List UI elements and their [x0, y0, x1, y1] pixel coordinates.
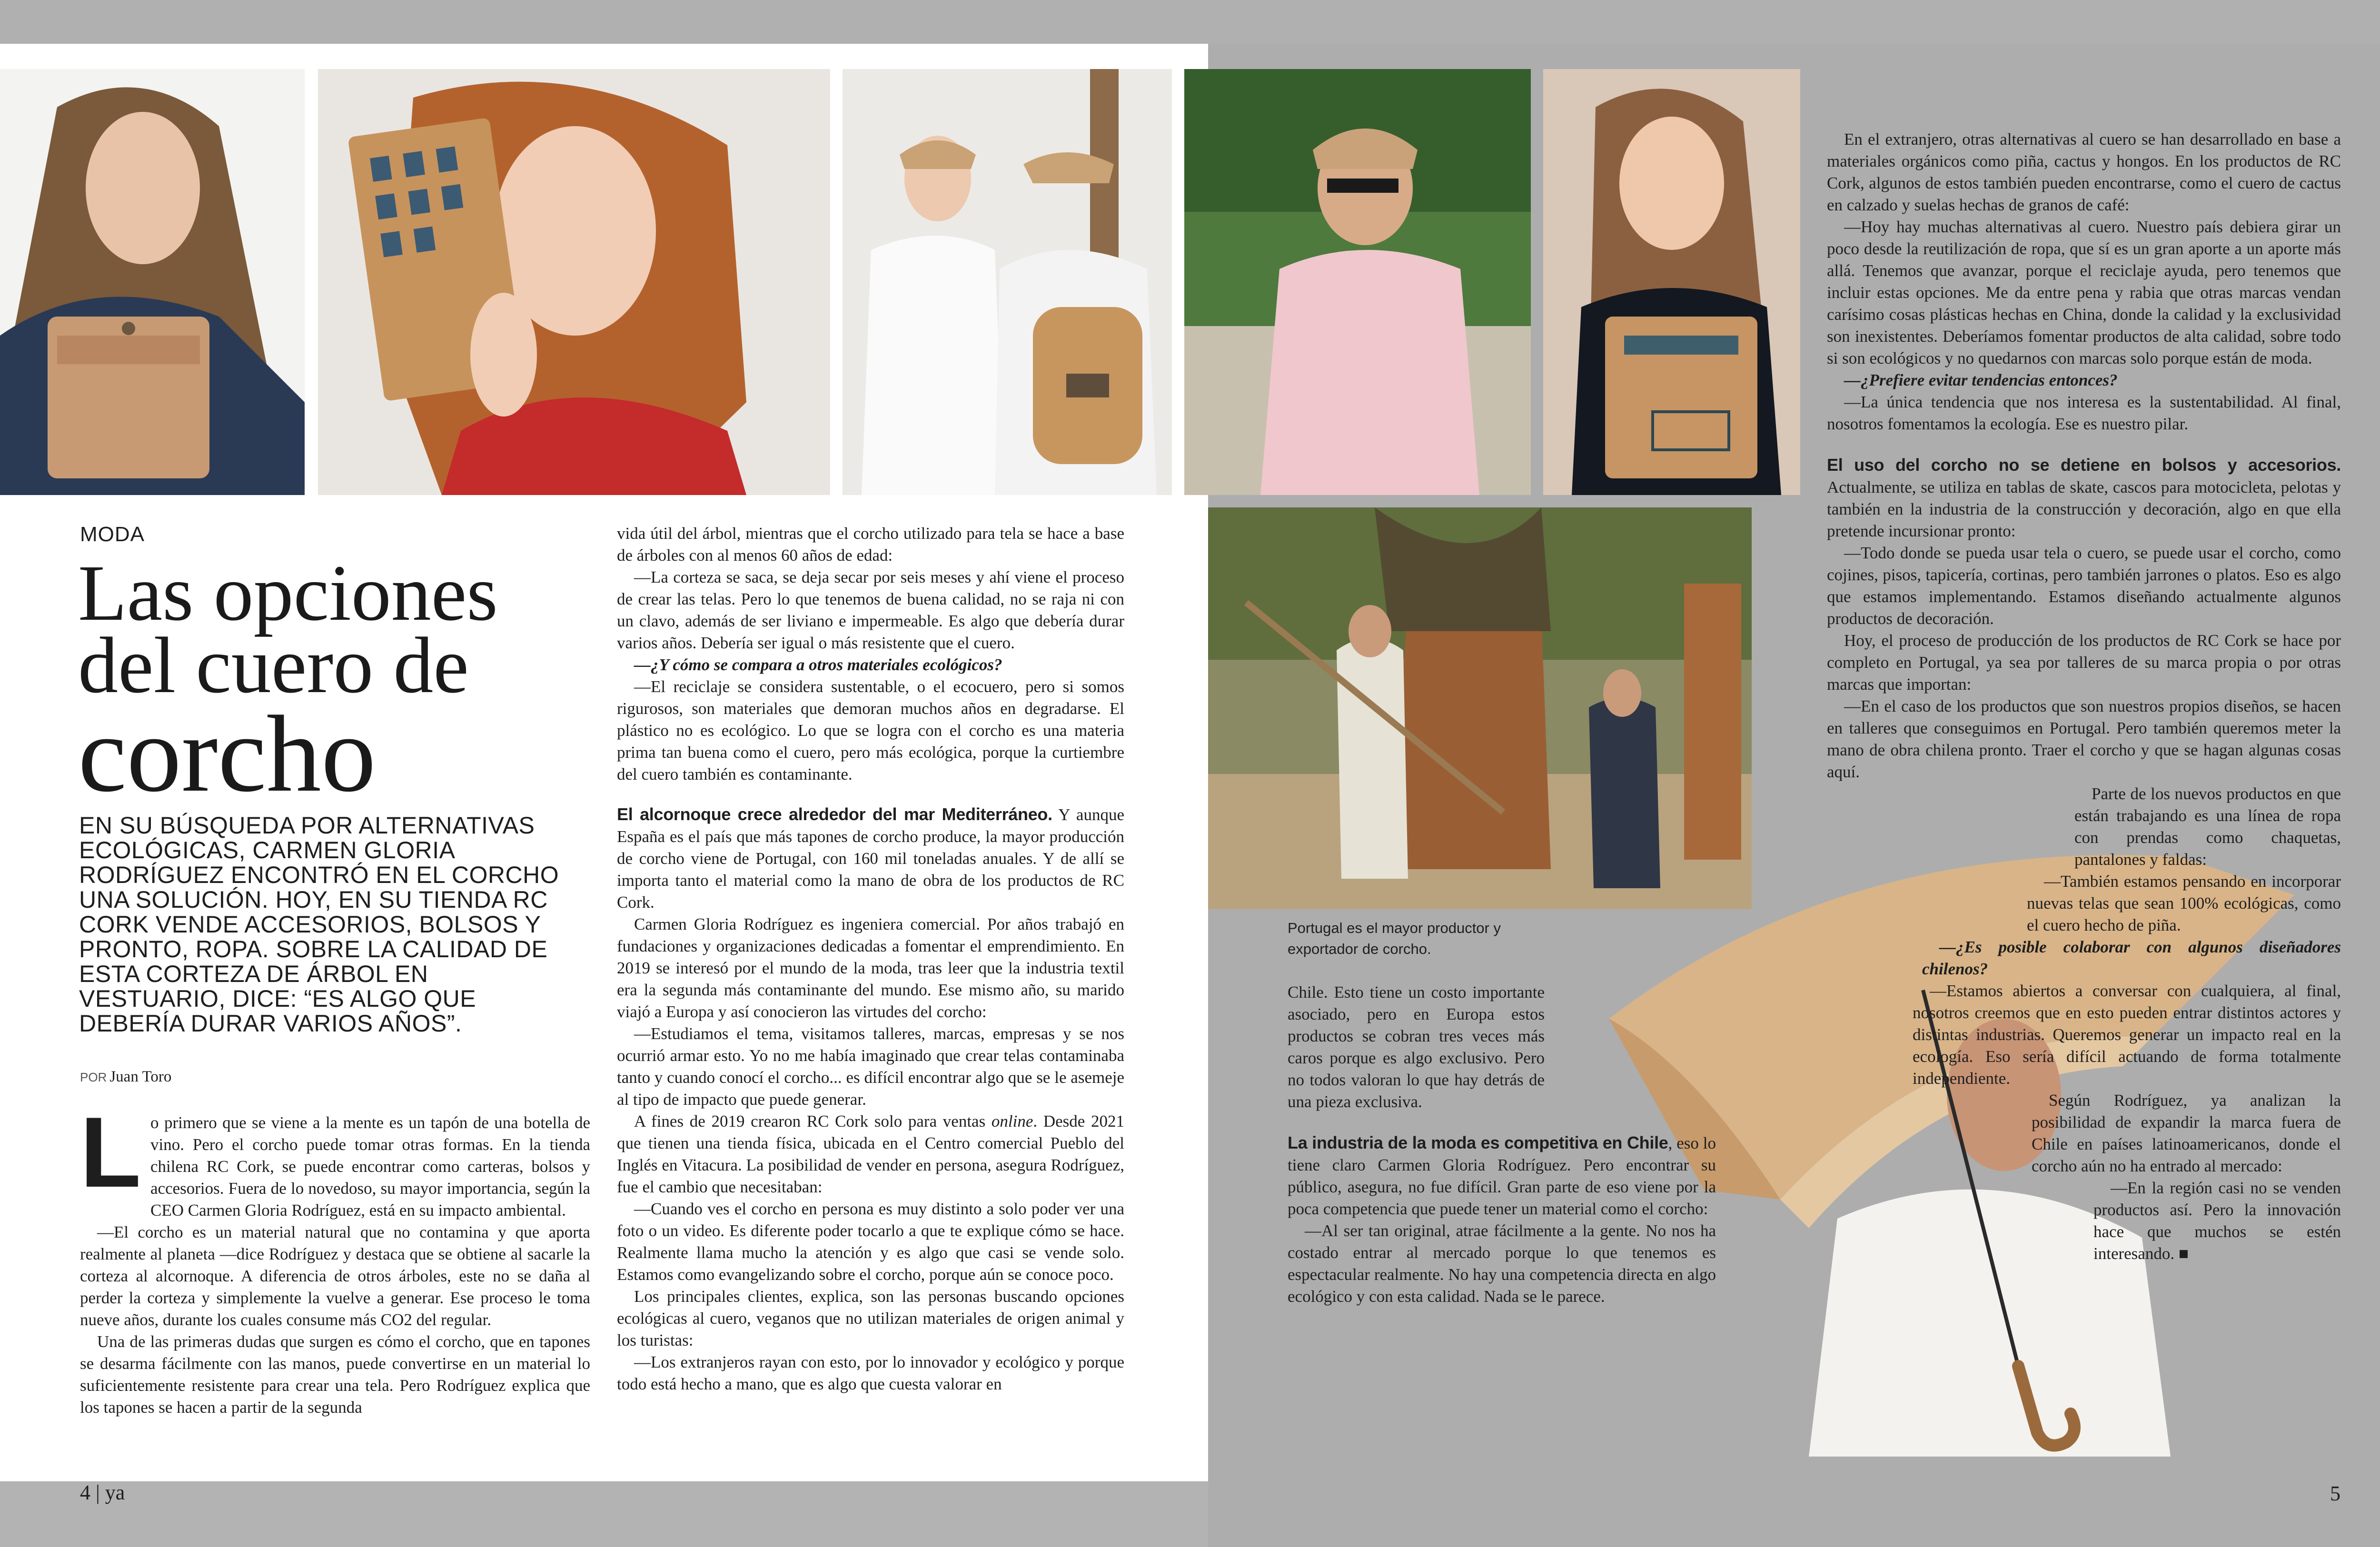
title-line-3: corcho [78, 693, 376, 814]
col2-paragraph-7 [617, 1111, 1124, 1198]
drop-cap: L [80, 1096, 141, 1208]
col2-p7-online: online [991, 1112, 1033, 1130]
col2-subhead-1-text: Y aunque España es el país que más tapones de corcho produce, la mayor producción de corcho viene de Portugal, con 160 mil toneladas anuales. Y de allí se importa tanto el material como la mano de obra de los productos de RC Cork. [617, 805, 1124, 912]
col4-paragraph-4 [1827, 454, 2341, 542]
title-line-1: Las opciones [78, 549, 498, 637]
col2-p7-a: A fines de 2019 crearon RC Cork solo para ventas [634, 1112, 992, 1130]
col2-paragraph-2: —La corteza se saca, se deja secar por seis meses y ahí viene el proceso de crear las telas. Pero lo que tenemos de buena calidad, no se raja ni con un clavo, además de ser liviano e impermeable. Es algo que debería durar varios años. Debería ser igual o más resistente que el cuero. [617, 568, 1124, 652]
col4-paragraph-11: Según Rodríguez, ya analizan la posibilidad de expandir la marca fuera de Chile en países latinoamericanos, donde el corcho aún no ha entrado al mercado: [2032, 1091, 2341, 1175]
col4-paragraph-7: —En el caso de los productos que son nuestros propios diseños, se hacen en talleres que conseguimos en Portugal. Pero también queremos meter la mano de obra chilena pronto. Traer el corcho y que se hagan algunas cosas aquí. [1827, 697, 2341, 781]
col4-paragraph-1: En el extranjero, otras alternativas al cuero se han desarrollado en base a materiales orgánicos como piña, cactus y hongos. En los productos de RC Cork, algunos de estos también pueden encontrarse, como el cuero de cactus en calzado y suelas hechas de granos de café: [1827, 130, 2341, 214]
col4-paragraph-9: —También estamos pensando en incorporar nuevas telas que sean 100% ecológicas, como el cuero hecho de piña. [2027, 872, 2341, 934]
photo-man-cork-cap [1184, 69, 1531, 495]
photo-redhead-cork-wallet [318, 69, 830, 495]
column-3 [1288, 982, 1716, 1308]
byline-prefix: POR [80, 1070, 107, 1084]
col2-paragraph-4 [617, 803, 1124, 913]
col3-paragraph-2 [1288, 1132, 1716, 1220]
col2-paragraph-5: Carmen Gloria Rodríguez es ingeniera comercial. Por años trabajó en fundaciones y organizaciones dedicadas a fomentar el emprendimiento. En 2019 se interesó por el mundo de la moda, tras leer que la industria textil era la segunda más contaminante del mundo. Ese mismo año, su marido viajó a Europa y así conocieron las virtudes del corcho: [617, 915, 1124, 1021]
col2-paragraph-8: —Cuando ves el corcho en persona es muy distinto a solo poder ver una foto o un video. Es diferente poder tocarlo a que te explique cómo se hace. Realmente llama mucho la atención y es algo que casi se vende solo. Estamos como evangelizando sobre el corcho, porque aún se conoce poco. [617, 1200, 1124, 1284]
col4-paragraph-6: Hoy, el proceso de producción de los productos de RC Cork se hace por completo en Portugal, ya sea por talleres de su marca propia o por otras marcas que importan: [1827, 631, 2341, 694]
top-margin-band [0, 0, 2380, 44]
col2-subhead-1: El alcornoque crece alrededor del mar Mediterráneo. [617, 804, 1052, 824]
col4-subhead-1: El uso del corcho no se detiene en bolsos y accesorios. [1827, 455, 2341, 475]
col4-paragraph-12: —En la región casi no se venden productos así. Pero la innovación hace que muchos se estén interesando. ■ [2093, 1179, 2341, 1263]
byline [80, 1068, 171, 1086]
col4-question-2: —¿Es posible colaborar con algunos diseñadores chilenos? [1922, 938, 2341, 978]
col1-paragraph-3: Una de las primeras dudas que surgen es cómo el corcho, que en tapones se desarma fácilmente con las manos, puede convertirse en un material lo suficientemente resistente para crear una tela. Pero Rodríguez explica que los tapones se hacen a partir de la segunda [80, 1332, 590, 1417]
col2-question-1: —¿Y cómo se compara a otros materiales ecológicos? [634, 655, 1002, 674]
col4-subhead-1-text: Actualmente, se utiliza en tablas de skate, cascos para motocicleta, pelotas y también en la industria de la construcción y decoración, algo en que ella pretende incursionar pronto: [1827, 478, 2341, 540]
photo-two-women-cork-caps [843, 69, 1172, 495]
col4-question-1: —¿Prefiere evitar tendencias entonces? [1844, 371, 2118, 389]
column-4 [1827, 129, 2341, 1265]
col4-paragraph-5: —Todo donde se pueda usar tela o cuero, se puede usar el corcho, como cojines, pisos, tapicería, cortinas, pero también jarrones o platos. Eso es algo que estamos implementando. Estamos diseñando actualmente algunos productos de decoración. [1827, 544, 2341, 628]
page-number-left: 4 | ya [80, 1481, 125, 1504]
col4-paragraph-8: Parte de los nuevos productos en que están trabajando es una línea de ropa con prendas como chaquetas, pantalones y faldas: [2074, 784, 2341, 869]
col3-paragraph-3: —Al ser tan original, atrae fácilmente a la gente. No nos ha costado entrar al mercado porque lo que tenemos es espectacular realmente. No hay una competencia directa en algo ecológico y con esta calidad. Nada se le parece. [1288, 1221, 1716, 1306]
photo-caption: Portugal es el mayor productor y exportador de corcho. [1288, 920, 1501, 957]
section-label: MODA [80, 523, 145, 546]
article-title [78, 549, 583, 814]
col4-paragraph-3: —La única tendencia que nos interesa es la sustentabilidad. Al final, nosotros fomentamos la ecología. Ese es nuestro pilar. [1827, 393, 2341, 433]
col3-paragraph-1: Chile. Esto tiene un costo importante asociado, pero en Europa estos productos se cobran tres veces más caros porque es algo exclusivo. Pero no todos valoran lo que hay detrás de una pieza exclusiva. [1288, 983, 1545, 1111]
col4-paragraph-2: —Hoy hay muchas alternativas al cuero. Nuestro país debiera girar un poco desde la reutilización de ropa, que sí es un gran aporte a un aporte más allá. Tenemos que avanzar, porque el reciclaje ayuda, pero tenemos que incluir estas opciones. Me da entre pena y rabia que otras marcas vendan carísimo cosas plásticas hechas en China, donde la calidad y la exclusividad son inexistentes. Deberíamos fomentar productos de alta calidad, sobre todo si son ecológicos y no quedarnos con marcas solo porque están de moda. [1827, 218, 2341, 367]
col1-paragraph-1: o primero que se viene a la mente es un tapón de una botella de vino. Pero el corcho puede tomar otras formas. En la tienda chilena RC Cork, se puede encontrar como carteras, bolsos y accesorios. Fuera de lo novedoso, su mayor importancia, según la CEO Carmen Gloria Rodríguez, está en su impacto ambiental. [150, 1113, 590, 1220]
col1-paragraph-2: —El corcho es un material natural que no contamina y que aporta realmente al planeta —dice Rodríguez y destaca que se obtiene al sacarle la corteza al alcornoque. A diferencia de otros árboles, este no se daña al perder la corteza y simplemente la vuelve a generar. Ese proceso le toma nueve años, durante los cuales consume más CO2 del regular. [80, 1223, 590, 1329]
column-1 [80, 1096, 590, 1418]
col2-paragraph-6: —Estudiamos el tema, visitamos talleres, marcas, empresas y se nos ocurrió armar esto. Yo no me había imaginado que crear telas contaminaba tanto y cuando conocí el corcho... es difícil encontrar algo que se le asemeje al tipo de impacto que puede generar. [617, 1024, 1124, 1109]
title-line-2: del cuero de [78, 621, 469, 710]
col2-p7-c: . Desde 2021 que tienen una tienda física, ubicada en el Centro comercial Pueblo del Inglés en Vitacura. La posibilidad de vender en persona, asegura Rodríguez, fue el cambio que necesitaban: [617, 1112, 1124, 1196]
article-lede: EN SU BÚSQUEDA POR ALTERNATIVAS ECOLÓGICAS, CARMEN GLORIA RODRÍGUEZ ENCONTRÓ EN EL CORCHO UNA SOLUCIÓN. HOY, EN SU TIENDA RC CORK VENDE ACCESORIOS, BOLSOS Y PRONTO, ROPA. SOBRE LA CALIDAD DE ESTA CORTEZA DE ÁRBOL EN VESTUARIO, DICE: “ES ALGO QUE DEBERÍA DURAR VARIOS AÑOS”. [79, 812, 559, 1037]
col2-paragraph-1: vida útil del árbol, mientras que el corcho utilizado para tela se hace a base de árboles con al menos 60 años de edad: [617, 524, 1124, 565]
col3-subhead-1-text: , eso lo tiene claro Carmen Gloria Rodríguez. Pero encontrar su público, asegura, no fue difícil. Gran parte de eso viene por la poca competencia que puede tener un material como el corcho: [1288, 1134, 1716, 1218]
col2-paragraph-9: Los principales clientes, explica, son las personas buscando opciones ecológicas al cuero, veganos que no utilizan materiales de origen animal y los turistas: [617, 1287, 1124, 1349]
photo-woman-tram-bag [1543, 69, 1800, 495]
col2-paragraph-10: —Los extranjeros rayan con esto, por lo innovador y ecológico y porque todo está hecho a mano, que es algo que cuesta valorar en [617, 1353, 1124, 1393]
byline-author: Juan Toro [109, 1068, 172, 1085]
col4-paragraph-10: —Estamos abiertos a conversar con cualquiera, al final, nosotros creemos que en esto pueden entrar distintos actores y distintas industrias. Queremos generar un impacto real en la ecología. Eso sería difícil actuando de forma totalmente independiente. [1913, 982, 2341, 1088]
col2-paragraph-3: —El reciclaje se considera sustentable, o el ecocuero, pero si somos rigurosos, son materiales que demoran muchos años en degradarse. El plástico no es ecológico. Lo que se logra con el corcho es una materia prima tan buena como el cuero, pero más ecológica, porque la curtiembre del cuero también es contaminante. [617, 677, 1124, 783]
page-number-right: 5 [2330, 1482, 2340, 1505]
photo-woman-cork-bag [0, 69, 305, 495]
column-2 [617, 523, 1124, 1395]
bottom-margin-band [0, 1481, 1208, 1547]
col3-subhead-1: La industria de la moda es competitiva en Chile [1288, 1133, 1668, 1152]
